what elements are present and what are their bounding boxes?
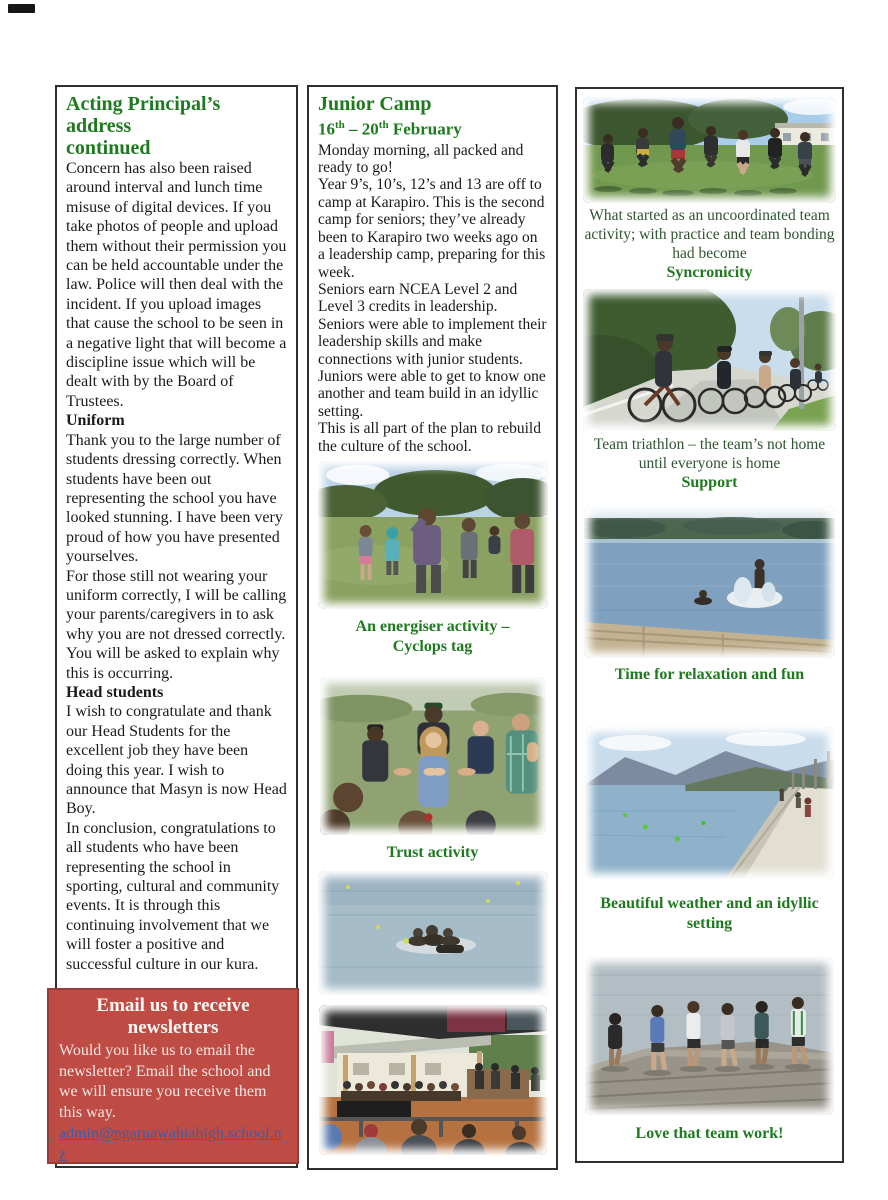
photo-lakeside-setting (585, 727, 834, 879)
junior-camp-heading: Junior Camp (318, 93, 432, 115)
energiser-photo-graphic (318, 461, 548, 609)
principal-paragraph-devices: Concern has also been raised around interval and lunch time misuse of digital devices. If you take photos of people and upload them without their permission you can be held accountable under the law. Police will then deal with the incident. If you upload images that cause the school to be seen in a negative light that will become a discipline issue which will be dealt with by the Board of Trustees. (66, 160, 287, 410)
junior-camp-dates (318, 115, 547, 140)
scan-artifact-mark (8, 4, 35, 13)
uniform-paragraph-2: For those still not wearing your uniform correctly, I will be calling your parents/caregivers in to ask why you are not dressed correctly. You will be asked to explain why this is occurring. (66, 567, 287, 682)
lakeside-photo-graphic (585, 727, 834, 879)
caption-support-bold: Support (681, 474, 738, 491)
photo-energiser-activity (318, 461, 548, 609)
email-box-body: Would you like us to email the newsletter? Email the school and we will ensure you receive them this way. (59, 1042, 271, 1121)
middle-column-junior-camp (307, 85, 558, 1170)
photo-trust-activity (320, 677, 546, 835)
subheading-head-students: Head students (66, 683, 164, 701)
email-newsletter-box (47, 988, 299, 1164)
principal-address-heading (66, 93, 287, 159)
camp-paragraph-5: Juniors were able to get to know one another and team build in an idyllic setting. (318, 367, 546, 420)
caption-team-work: Love that team work! (635, 1125, 784, 1142)
camp-paragraph-1: Monday morning, all packed and ready to go! (318, 141, 524, 177)
photo-lake-relaxation (584, 506, 835, 658)
photo-camp-building-crowd (319, 1005, 547, 1155)
date-sup1: th (335, 119, 345, 131)
trust-photo-graphic (320, 677, 546, 835)
team-cycling-photo-graphic (583, 289, 836, 431)
camp-paragraph-6: This is all part of the plan to rebuild the culture of the school. (318, 420, 541, 455)
date-day1: 16 (318, 119, 335, 139)
caption-syncronicity-bold: Syncronicity (666, 264, 753, 281)
caption-syncronicity-text: What started as an uncoordinated team activity; with practice and team bonding had become (584, 207, 835, 262)
lake-swimmers-photo-graphic (318, 871, 548, 995)
head-students-paragraph-2: In conclusion, congratulations to all students who have been representing the school in sporting, cultural and community events. It is through this continuing involvement that we will foster a positive and successful culture in our kura. (66, 819, 280, 973)
caption-support-text: Team triathlon – the team’s not home until everyone is home (593, 436, 826, 472)
head-students-paragraph-1: I wish to congratulate and thank our Head Students for the excellent job they have been doing this year. I wish to announce that Masyn is now Head Boy. (66, 703, 287, 818)
photo-team-jumping (583, 97, 836, 203)
caption-energiser-line1: An energiser activity – (355, 617, 510, 635)
lake-relaxation-photo-graphic (584, 506, 835, 658)
camp-building-photo-graphic (319, 1005, 547, 1155)
email-link[interactable]: admin@ngaruawahiahigh.school.nz (59, 1125, 282, 1163)
heading-line2: continued (66, 137, 151, 159)
team-jumping-photo-graphic (583, 97, 836, 203)
caption-syncronicity (583, 206, 836, 282)
camp-paragraph-4: Seniors were able to implement their leadership skills and make connections with junior students. (318, 315, 547, 368)
team-walk-photo-graphic (585, 957, 834, 1115)
date-separator: – 20 (344, 119, 379, 139)
camp-paragraph-2: Year 9’s, 10’s, 12’s and 13 are off to camp at Karapiro. This is the second camp for seniors; they’ve already been to Karapiro two weeks ago on a leadership camp, preparing for this week. (318, 176, 546, 281)
photo-lake-swimmers (318, 871, 548, 995)
photo-team-cycling (583, 289, 836, 431)
subheading-uniform: Uniform (66, 412, 125, 430)
right-column-photo-gallery (575, 87, 844, 1163)
uniform-paragraph-1: Thank you to the large number of students dressing correctly. When students have been out representing the school you have looked stunning. I have been very proud of how you have presented yourselves. (66, 431, 283, 566)
caption-relaxation: Time for relaxation and fun (614, 666, 805, 683)
heading-line1: Acting Principal’s address (66, 93, 221, 137)
date-sup2: th (378, 119, 389, 131)
photo-team-walk (585, 957, 834, 1115)
caption-trust-activity: Trust activity (386, 843, 479, 861)
caption-energiser-line2: Cyclops tag (392, 637, 473, 655)
caption-support (583, 435, 836, 492)
camp-paragraph-3: Seniors earn NCEA Level 2 and Level 3 credits in leadership. (318, 280, 518, 316)
date-month: February (388, 119, 462, 139)
caption-energiser (318, 617, 547, 657)
caption-beautiful-weather: Beautiful weather and an idyllic setting (600, 895, 819, 932)
email-box-heading: Email us to receive newsletters (96, 995, 250, 1038)
